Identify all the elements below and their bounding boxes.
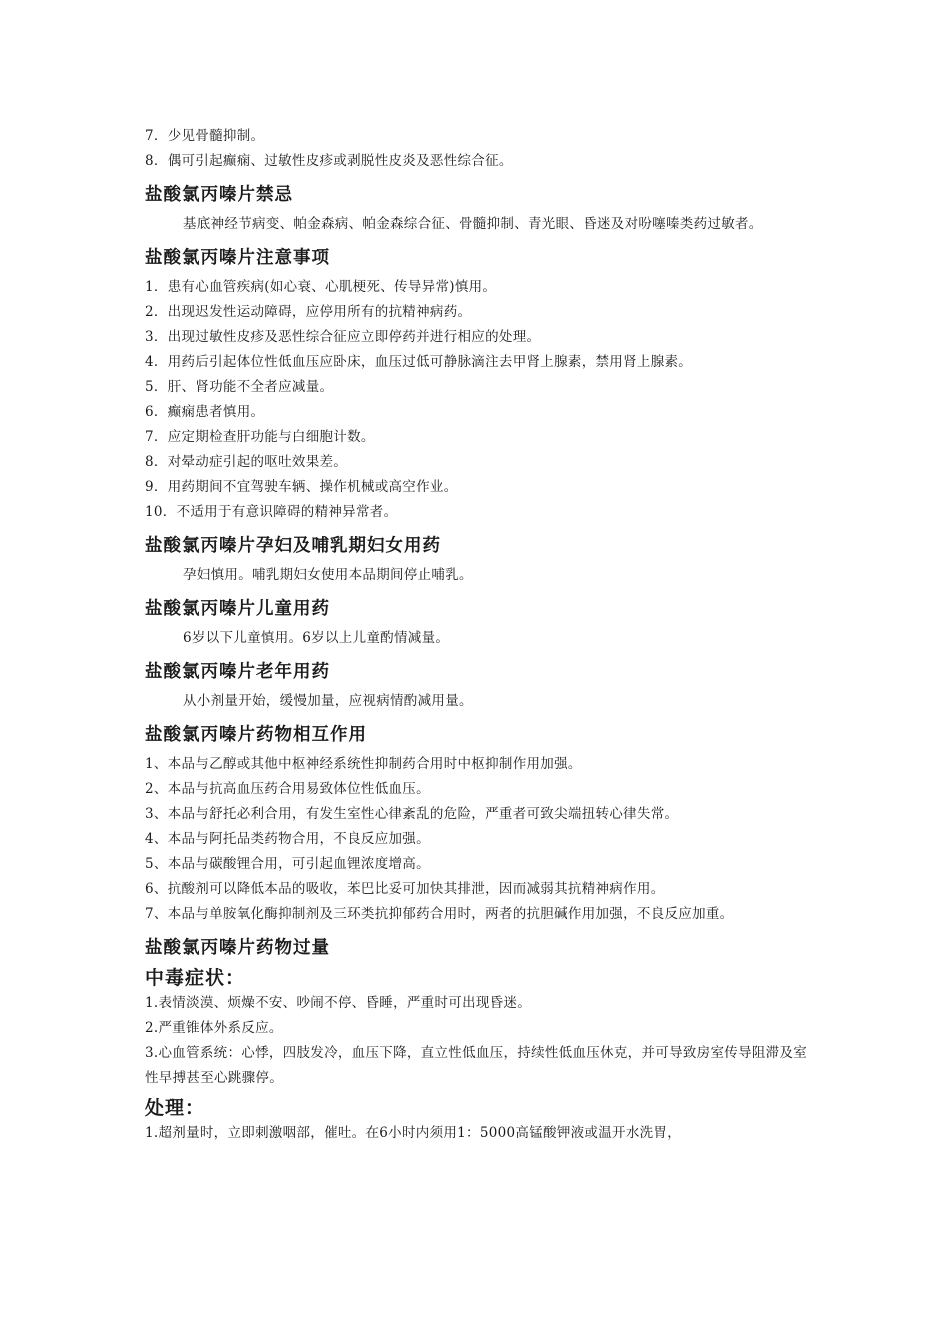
paragraph: 基底神经节病变、帕金森病、帕金森综合征、骨髓抑制、青光眼、昏迷及对吩噻嗪类药过敏者。 — [183, 216, 763, 232]
list-item: 1、本品与乙醇或其他中枢神经系统性抑制药合用时中枢抑制作用加强。 — [145, 756, 582, 772]
list-item: 7．应定期检查肝功能与白细胞计数。 — [145, 429, 375, 445]
list-item: 5、本品与碳酸锂合用，可引起血锂浓度增高。 — [145, 856, 430, 872]
list-item: 5．肝、肾功能不全者应减量。 — [145, 379, 334, 395]
side-effects-tail — [145, 124, 810, 174]
list-item: 10．不适用于有意识障碍的精神异常者。 — [145, 504, 398, 520]
contraindications-section — [145, 182, 810, 237]
children-section — [145, 596, 810, 651]
precautions-section — [145, 245, 810, 525]
section-heading: 盐酸氯丙嗪片孕妇及哺乳期妇女用药 — [145, 536, 441, 556]
list-item: 1.表情淡漠、烦燥不安、吵闹不停、昏睡，严重时可出现昏迷。 — [145, 995, 532, 1011]
list-item: 3.心血管系统：心悸，四肢发冷，血压下降，直立性低血压，持续性低血压休克，并可导致房室传导阻滞及室性早搏甚至心跳骤停。 — [145, 1045, 808, 1086]
section-heading: 盐酸氯丙嗪片儿童用药 — [145, 599, 330, 619]
list-item: 2．出现迟发性运动障碍，应停用所有的抗精神病药。 — [145, 304, 472, 320]
list-item: 1．患有心血管疾病(如心衰、心肌梗死、传导异常)慎用。 — [145, 279, 497, 295]
treatment-heading: 处理： — [145, 1097, 206, 1119]
list-item: 6．癫痫患者慎用。 — [145, 404, 265, 420]
document-content — [145, 124, 810, 1146]
paragraph: 从小剂量开始，缓慢加量，应视病情酌减用量。 — [183, 693, 473, 709]
list-item: 7、本品与单胺氧化酶抑制剂及三环类抗抑郁药合用时，两者的抗胆碱作用加强，不良反应加重。 — [145, 906, 734, 922]
elderly-section — [145, 659, 810, 714]
pregnancy-section — [145, 533, 810, 588]
section-heading: 盐酸氯丙嗪片药物过量 — [145, 938, 330, 958]
list-item: 7．少见骨髓抑制。 — [145, 128, 265, 144]
list-item: 4、本品与阿托品类药物合用，不良反应加强。 — [145, 831, 430, 847]
list-item: 3、本品与舒托必利合用，有发生室性心律紊乱的危险，严重者可致尖端扭转心律失常。 — [145, 806, 679, 822]
list-item: 2.严重锥体外系反应。 — [145, 1020, 283, 1036]
overdose-section — [145, 935, 810, 1146]
list-item: 6、抗酸剂可以降低本品的吸收，苯巴比妥可加快其排泄，因而减弱其抗精神病作用。 — [145, 881, 665, 897]
list-item: 2、本品与抗高血压药合用易致体位性低血压。 — [145, 781, 430, 797]
paragraph: 孕妇慎用。哺乳期妇女使用本品期间停止哺乳。 — [183, 567, 473, 583]
list-item: 8．偶可引起癫痫、过敏性皮疹或剥脱性皮炎及恶性综合征。 — [145, 153, 513, 169]
section-heading: 盐酸氯丙嗪片药物相互作用 — [145, 725, 367, 745]
paragraph: 6岁以下儿童慎用。6岁以上儿童酌情减量。 — [183, 630, 450, 646]
interactions-section — [145, 722, 810, 927]
section-heading: 盐酸氯丙嗪片禁忌 — [145, 185, 293, 205]
list-item: 4．用药后引起体位性低血压应卧床，血压过低可静脉滴注去甲肾上腺素，禁用肾上腺素。 — [145, 354, 693, 370]
section-heading: 盐酸氯丙嗪片注意事项 — [145, 248, 330, 268]
list-item: 8．对晕动症引起的呕吐效果差。 — [145, 454, 348, 470]
list-item: 3．出现过敏性皮疹及恶性综合征应立即停药并进行相应的处理。 — [145, 329, 541, 345]
list-item: 1.超剂量时，立即刺激咽部，催吐。在6小时内须用1：5000高锰酸钾液或温开水洗胃， — [145, 1125, 682, 1141]
section-heading: 盐酸氯丙嗪片老年用药 — [145, 662, 330, 682]
symptoms-heading: 中毒症状： — [145, 967, 246, 989]
list-item: 9．用药期间不宜驾驶车辆、操作机械或高空作业。 — [145, 479, 458, 495]
